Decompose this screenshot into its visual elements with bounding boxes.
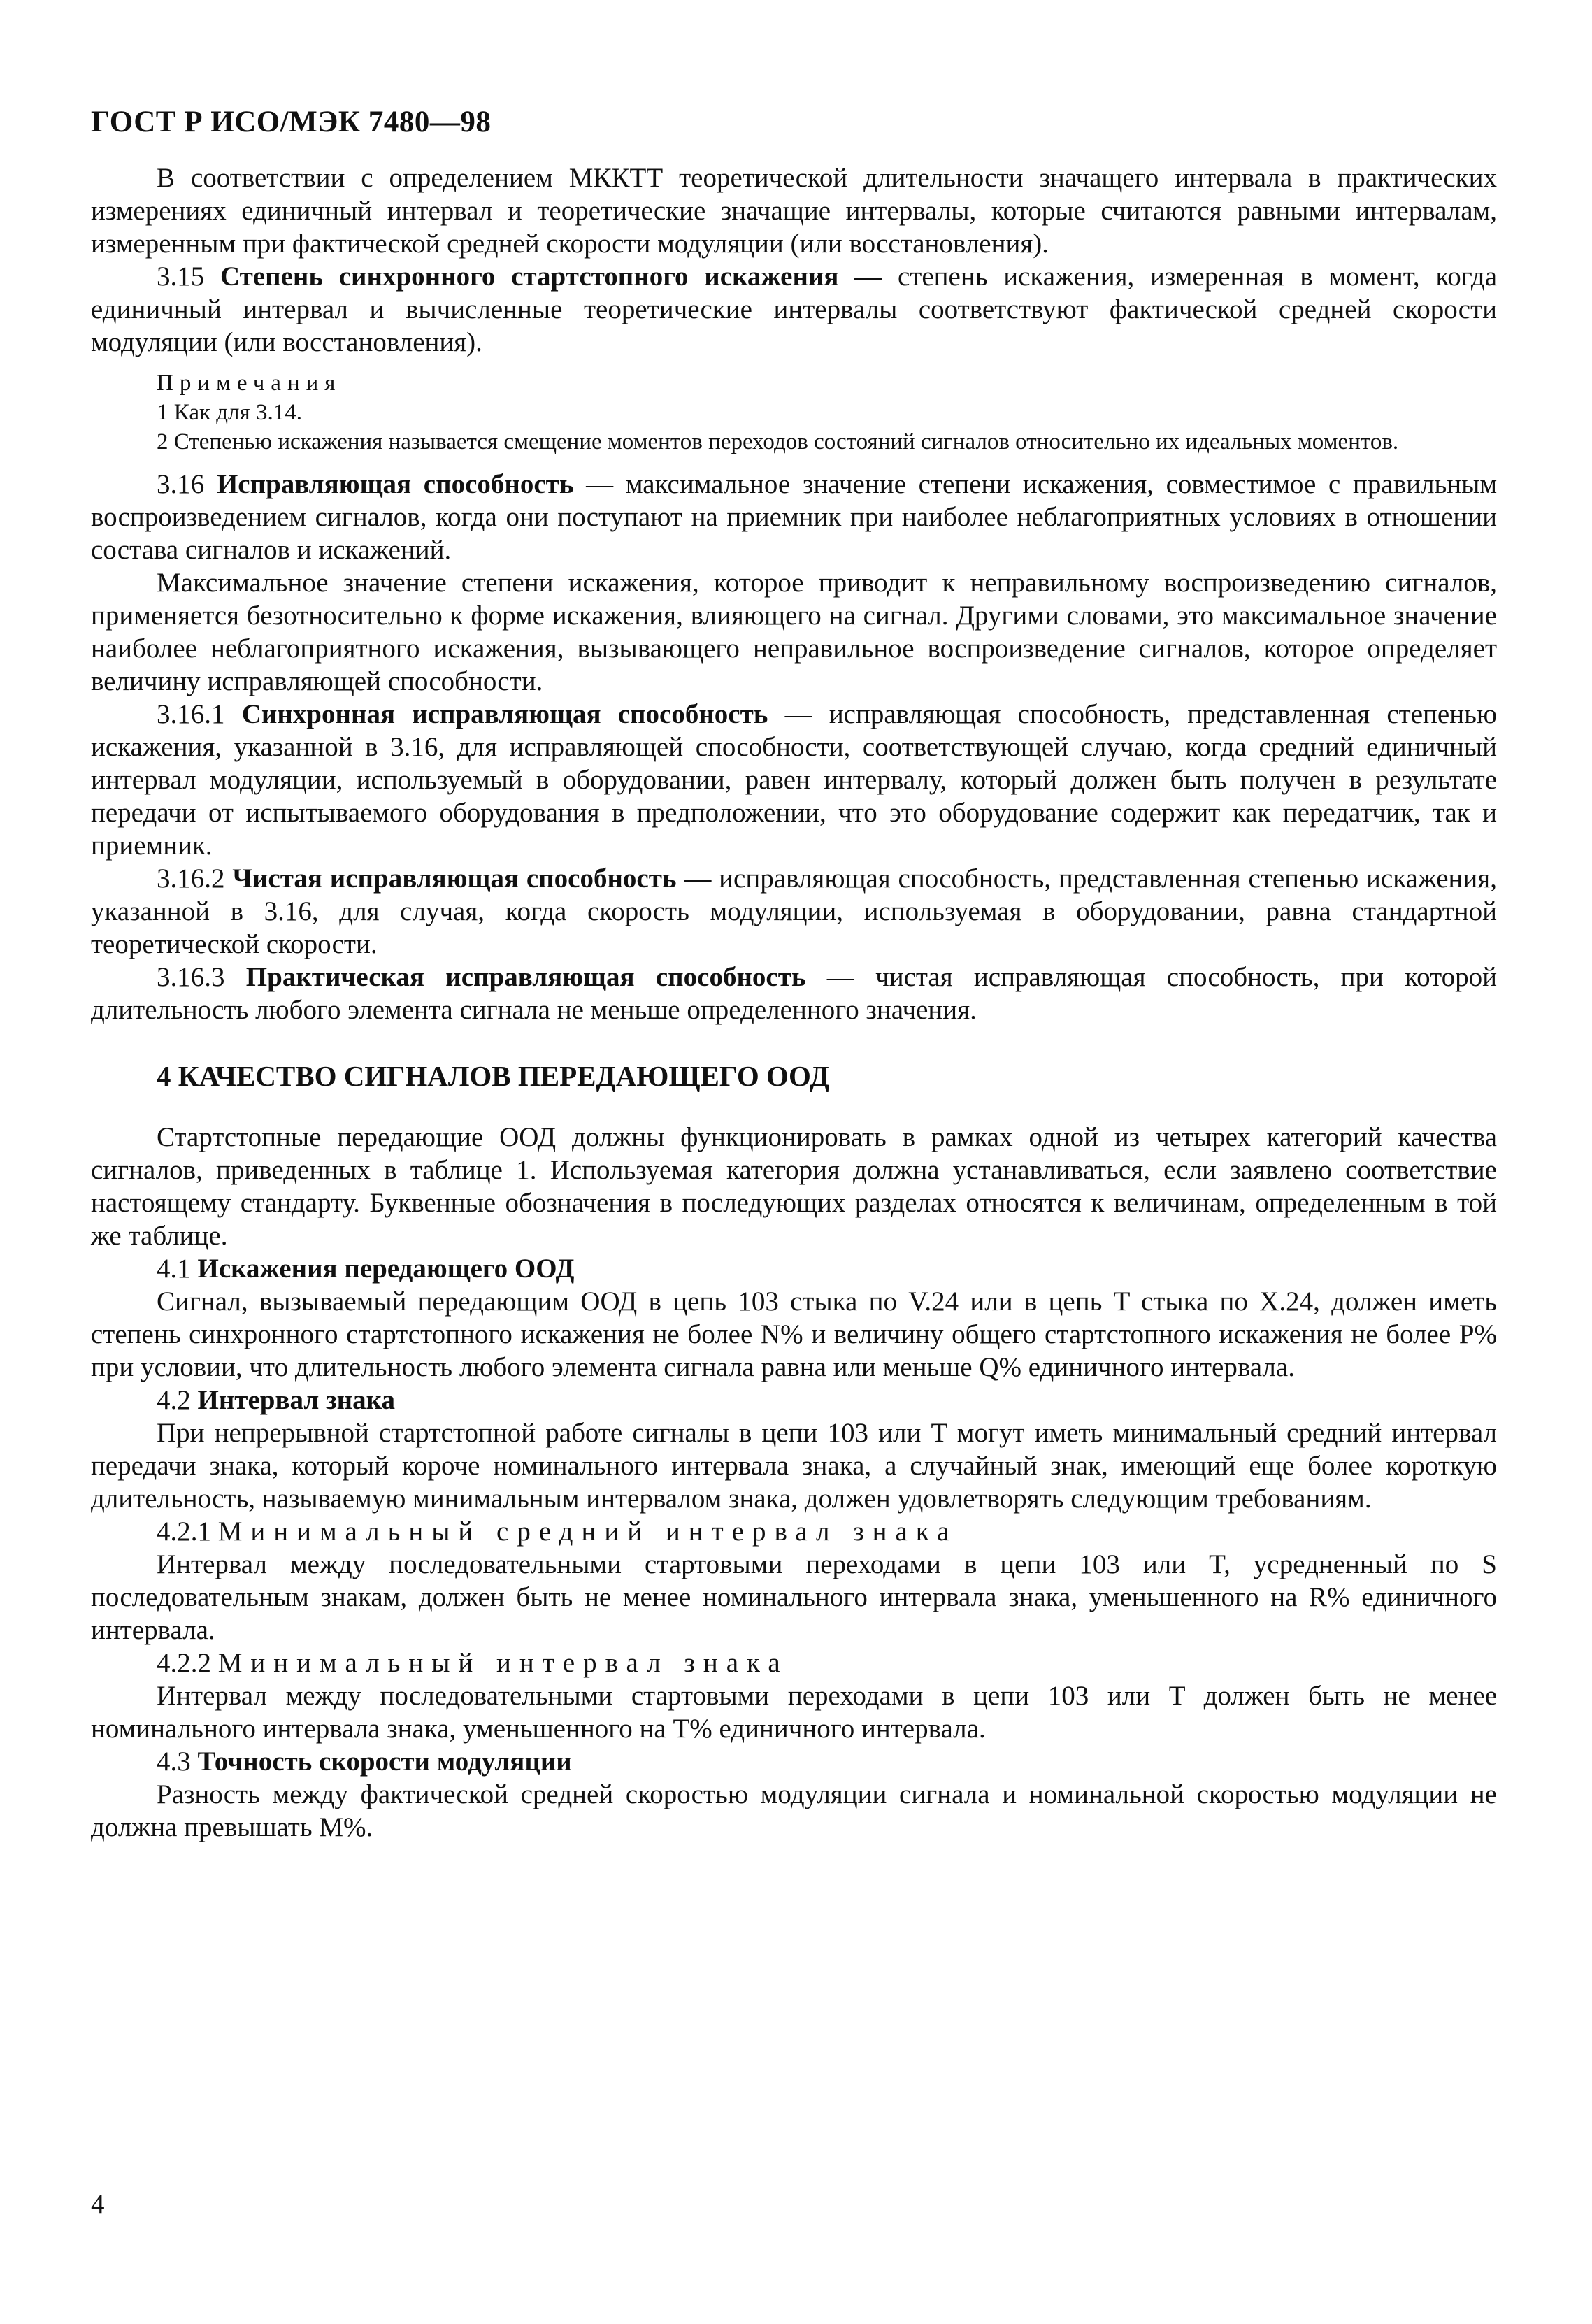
- subsection-4-2-1-text: Интервал между последовательными стартовыми переходами в цепи 103 или T, усредненный по S последовательным знакам, должен быть не менее номинального интервала знака, уменьшенного на R% единичного интервала.: [91, 1549, 1497, 1645]
- subsection-4-3-heading: [91, 1745, 1497, 1778]
- clause-term: Чистая исправляющая способность: [232, 863, 677, 894]
- subsection-title: Минимальный интервал знака: [217, 1648, 789, 1678]
- clause-number: 3.16.3: [157, 962, 246, 992]
- subsection-number: 4.3: [157, 1746, 198, 1777]
- subsection-4-3-text: Разность между фактической средней скоростью модуляции сигнала и номинальной скоростью модуляции не должна превышать M%.: [91, 1779, 1497, 1842]
- subsection-4-2-text: При непрерывной стартстопной работе сигналы в цепи 103 или T могут иметь минимальный средний интервал передачи знака, который короче номинального интервала знака, а случайный знак, имеющий еще более короткую длительность, называемую минимальным интервалом знака, должен удовлетворять следующим требованиям.: [91, 1418, 1497, 1514]
- clause-3-16-2: [91, 862, 1497, 961]
- subsection-number: 4.2: [157, 1385, 198, 1415]
- subsection-4-2-2-heading: [91, 1647, 1497, 1679]
- clause-3-16-1: [91, 698, 1497, 862]
- subsection-number: 4.1: [157, 1254, 198, 1284]
- subsection-title: Точность скорости модуляции: [197, 1746, 572, 1777]
- clause-term: Практическая исправляющая способность: [245, 962, 806, 992]
- section-4-intro: Стартстопные передающие ООД должны функционировать в рамках одной из четырех категорий качества сигналов, приведенных в таблице 1. Используемая категория должна устанавливаться, если заявлено соответствие настоящему стандарту. Буквенные обозначения в последующих разделах относятся к величинам, определенным в той же таблице.: [91, 1122, 1497, 1251]
- clause-definition: — исправляющая способность, представленная степенью искажения, указанной в 3.16, для исправляющей способности, соответствующей случаю, когда средний единичный интервал модуляции, используемый в оборудовании, равен интервалу, который должен быть получен в результате передачи от испытываемого оборудования в предположении, что это оборудование содержит как передатчик, так и приемник.: [91, 699, 1497, 861]
- clause-definition: — степень искажения, измеренная в момент, когда единичный интервал и вычисленные теоретические интервалы соответствуют фактической средней скорости модуляции (или восстановления).: [91, 261, 1498, 357]
- note-1: 1 Как для 3.14.: [157, 400, 302, 425]
- subsection-number: 4.2.2: [157, 1648, 218, 1678]
- document-code-header: ГОСТ Р ИСО/МЭК 7480—98: [91, 106, 492, 138]
- subsection-title: Минимальный средний интервал знака: [217, 1516, 958, 1547]
- clause-term: Исправляющая способность: [216, 469, 574, 499]
- subsection-4-1-heading: [91, 1252, 1497, 1285]
- subsection-4-1-text: Сигнал, вызываемый передающим ООД в цепь 103 стыка по V.24 или в цепь T стыка по X.24, должен иметь степень синхронного стартстопного искажения не более N% и величину общего стартстопного искажения не более P% при условии, что длительность любого элемента сигнала равна или меньше Q% единичного интервала.: [91, 1286, 1497, 1382]
- subsection-number: 4.2.1: [157, 1516, 218, 1547]
- clause-number: 3.16: [157, 469, 217, 499]
- subsection-title: Искажения передающего ООД: [197, 1254, 575, 1284]
- subsection-4-2-1-heading: [91, 1515, 1497, 1548]
- paragraph-measurement-note: В соответствии с определением МККТТ теоретической длительности значащего интервала в практических измерениях единичный интервал и теоретические значащие интервалы, которые считаются равными интервалам, измеренным при фактической средней скорости модуляции (или восстановления).: [91, 163, 1497, 259]
- clause-term: Степень синхронного стартстопного искажения: [220, 261, 839, 292]
- subsection-title: Интервал знака: [197, 1385, 396, 1415]
- clause-3-15: [91, 260, 1497, 359]
- notes-heading: Примечания: [157, 371, 342, 396]
- clause-definition: — чистая исправляющая способность, при которой длительность любого элемента сигнала не меньше определенного значения.: [91, 962, 1497, 1025]
- note-2: 2 Степенью искажения называется смещение моментов переходов состояний сигналов относительно их идеальных моментов.: [157, 429, 1399, 454]
- clause-definition: — максимальное значение степени искажения, совместимое с правильным воспроизведением сигналов, когда они поступают на приемник при наиболее неблагоприятных условиях в отношении состава сигналов и искажений.: [91, 469, 1497, 565]
- subsection-4-2-2-text: Интервал между последовательными стартовыми переходами в цепи 103 или T должен быть не менее номинального интервала знака, уменьшенного на T% единичного интервала.: [91, 1681, 1497, 1744]
- clause-number: 3.16.1: [157, 699, 242, 729]
- clause-definition: — исправляющая способность, представленная степенью искажения, указанной в 3.16, для случая, когда скорость модуляции, используемая в оборудовании, равна стандартной теоретической скорости.: [91, 863, 1497, 959]
- page-number: 4: [91, 2189, 105, 2219]
- section-4-title: 4 КАЧЕСТВО СИГНАЛОВ ПЕРЕДАЮЩЕГО ООД: [157, 1060, 829, 1092]
- clause-3-16-3: [91, 961, 1497, 1026]
- clause-3-16: [91, 468, 1497, 566]
- document-body: [91, 162, 1497, 1844]
- notes-block: [91, 368, 1497, 457]
- clause-number: 3.15: [157, 261, 220, 292]
- clause-term: Синхронная исправляющая способность: [241, 699, 768, 729]
- clause-3-16-explanation: Максимальное значение степени искажения, которое приводит к неправильному воспроизведению сигналов, применяется безотносительно к форме искажения, влияющего на сигнал. Другими словами, это максимальное значение наиболее неблагоприятного искажения, вызывающего неправильное воспроизведение сигналов, которое определяет величину исправляющей способности.: [91, 568, 1497, 696]
- clause-number: 3.16.2: [157, 863, 233, 894]
- subsection-4-2-heading: [91, 1384, 1497, 1416]
